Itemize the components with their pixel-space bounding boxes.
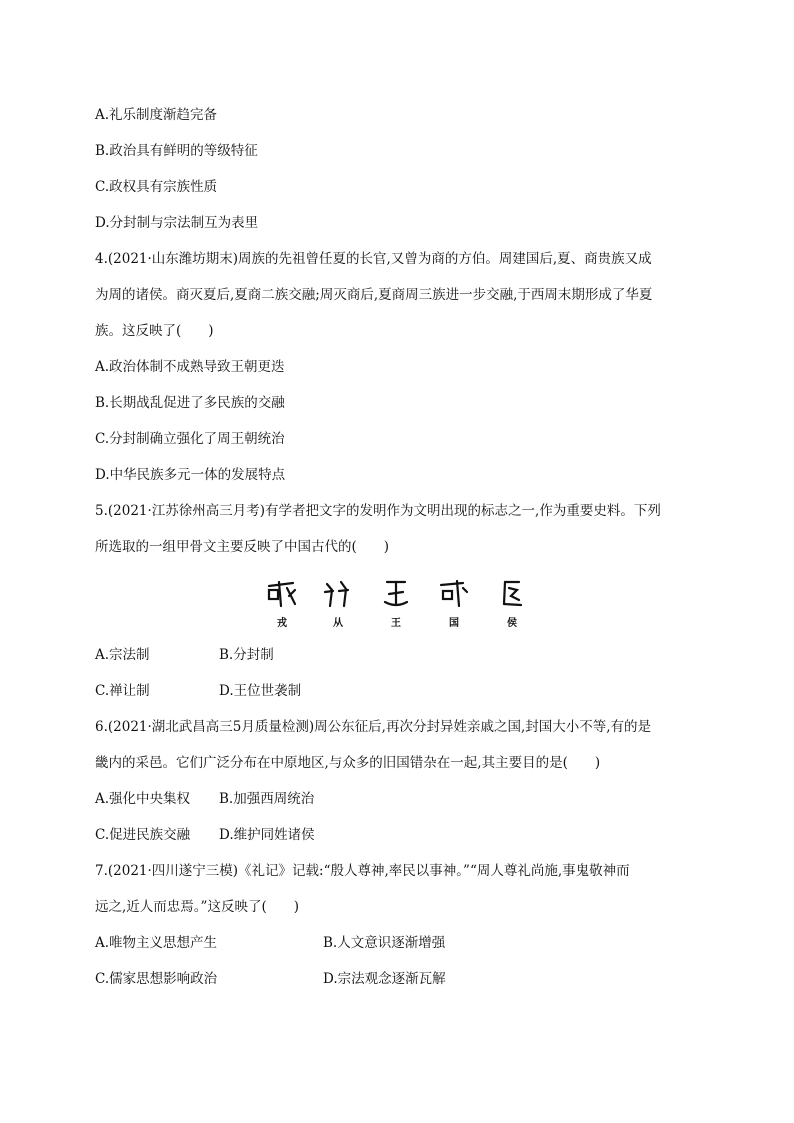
- q5-option-a: A.宗法制: [95, 647, 150, 663]
- q5-option-b: B.分封制: [219, 647, 274, 663]
- q3-option-a: A.礼乐制度渐趋完备: [95, 107, 218, 123]
- q6-option-b: B.加强西周统治: [219, 791, 315, 807]
- q5-option-d: D.王位世袭制: [219, 683, 302, 699]
- q5-stem-line: 5.(2021·江苏徐州高三月考)有学者把文字的发明作为文明出现的标志之一,作为重要史料。下列: [95, 503, 661, 519]
- q3-option-d: D.分封制与宗法制互为表里: [95, 215, 259, 231]
- q4-option-c: C.分封制确立强化了周王朝统治: [95, 431, 285, 447]
- glyph-caption: 从: [333, 618, 343, 629]
- q7-option-d: D.宗法观念逐渐瓦解: [323, 971, 446, 987]
- q4-option-d: D.中华民族多元一体的发展特点: [95, 467, 286, 483]
- oracle-glyph-hou-icon: [495, 578, 529, 608]
- q5-stem-line: 所选取的一组甲骨文主要反映了中国古代的( ): [95, 539, 390, 555]
- q3-option-b: B.政治具有鲜明的等级特征: [95, 143, 258, 159]
- q4-option-a: A.政治体制不成熟导致王朝更迭: [95, 359, 285, 375]
- oracle-glyph-rong: [262, 578, 302, 638]
- glyph-caption: 侯: [507, 618, 517, 629]
- q6-stem-line: 6.(2021·湖北武昌高三5月质量检测)周公东征后,再次分封异姓亲戚之国,封国大小不等,有的是: [95, 719, 652, 735]
- oracle-glyph-wang: [376, 578, 416, 638]
- q7-option-b: B.人文意识逐渐增强: [323, 935, 446, 951]
- q7-stem-line: 7.(2021·四川遂宁三模)《礼记》记载:“殷人尊神,率民以事神。”“周人尊礼尚施,事鬼敬神而: [95, 863, 630, 879]
- oracle-glyph-guo: [434, 578, 474, 638]
- oracle-glyph-hou: [492, 578, 532, 638]
- glyph-caption: 国: [449, 618, 459, 629]
- oracle-glyph-wang-icon: [379, 578, 413, 608]
- q6-option-a: A.强化中央集权: [95, 791, 191, 807]
- q4-stem-line: 为周的诸侯。商灭夏后,夏商二族交融;周灭商后,夏商周三族进一步交融,于西周末期形成了华夏: [95, 287, 653, 303]
- q7-stem-line: 远之,近人而忠焉。”这反映了( ): [95, 899, 299, 915]
- q6-option-d: D.维护同姓诸侯: [219, 827, 315, 843]
- q6-option-c: C.促进民族交融: [95, 827, 191, 843]
- oracle-glyph-cong: [318, 578, 358, 638]
- q3-option-c: C.政权具有宗族性质: [95, 179, 218, 195]
- oracle-glyph-cong-icon: [321, 578, 355, 608]
- q7-option-c: C.儒家思想影响政治: [95, 971, 218, 987]
- oracle-bone-figure: [262, 578, 532, 638]
- q6-stem-line: 畿内的采邑。它们广泛分布在中原地区,与众多的旧国错杂在一起,其主要目的是( ): [95, 755, 601, 771]
- oracle-glyph-guo-icon: [437, 578, 471, 608]
- q4-stem-line: 4.(2021·山东潍坊期末)周族的先祖曾任夏的长官,又曾为商的方伯。周建国后,夏、商贵族又成: [95, 251, 652, 267]
- q4-stem-line: 族。这反映了( ): [95, 323, 214, 339]
- q7-option-a: A.唯物主义思想产生: [95, 935, 218, 951]
- oracle-glyph-rong-icon: [265, 578, 299, 608]
- glyph-caption: 戎: [277, 618, 287, 629]
- q5-option-c: C.禅让制: [95, 683, 150, 699]
- q4-option-b: B.长期战乱促进了多民族的交融: [95, 395, 285, 411]
- glyph-caption: 王: [391, 618, 401, 629]
